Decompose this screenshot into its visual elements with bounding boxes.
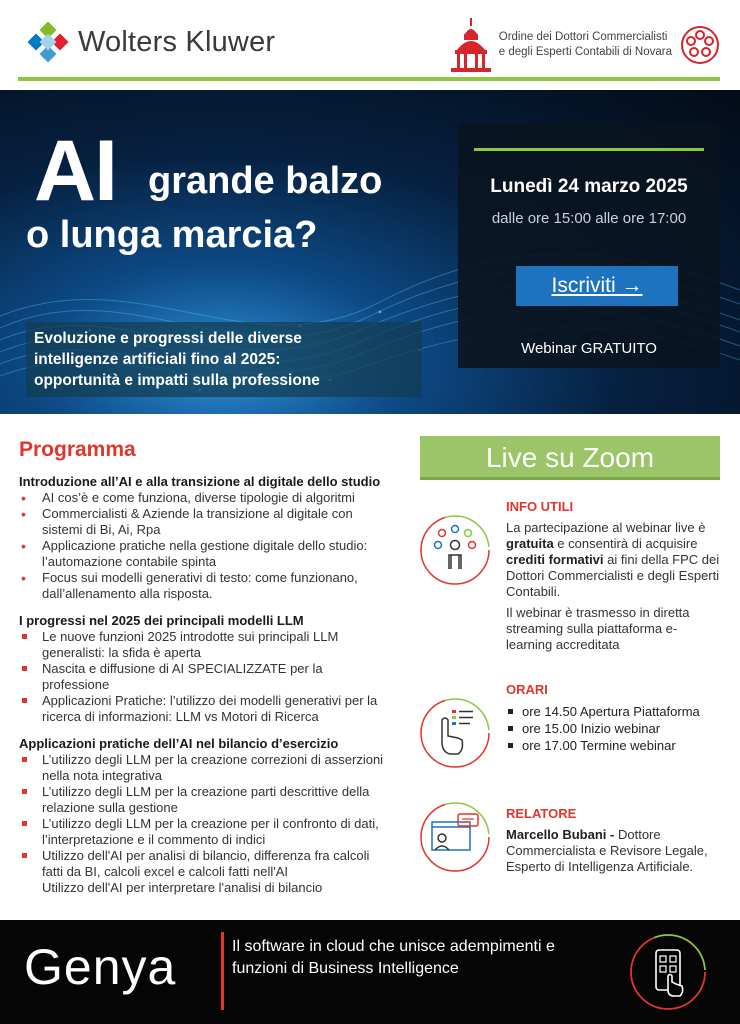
live-on-zoom-banner: Live su Zoom	[420, 436, 720, 480]
relatore-block	[506, 806, 720, 875]
list-item: Utilizzo dell'AI per analisi di bilancio, differenza fra calcoli fatti da BI, calcoli excel e calcoli fatti nell'AI	[19, 848, 391, 880]
brand-name: Wolters Kluwer	[78, 25, 276, 58]
footer-divider	[221, 932, 224, 1010]
odc-novara-logo[interactable]	[449, 16, 720, 74]
event-divider	[474, 148, 704, 151]
section-heading: Introduzione all’AI e alla transizione al digitale dello studio	[19, 474, 381, 489]
footer-tagline: Il software in cloud che unisce adempimenti e funzioni di Business Intelligence	[232, 938, 555, 977]
hero-banner	[0, 90, 740, 414]
list-item: L’utilizzo degli LLM per la creazione correzioni di asserzioni nella nota integrativa	[19, 752, 391, 784]
schedule-item: ore 14.50 Apertura Piattaforma	[506, 703, 720, 720]
network-person-icon	[418, 513, 492, 587]
info-text: La partecipazione al webinar live è	[506, 520, 706, 535]
program-title: Programma	[19, 438, 136, 461]
info-block	[506, 499, 720, 653]
program-section	[19, 613, 391, 725]
header-divider	[18, 77, 720, 81]
info-text: ai fini della FPC dei Dottori Commercialisti e degli Esperti Contabili.	[506, 552, 720, 599]
subtitle-line: intelligenze artificiali fino al 2025:	[34, 351, 281, 368]
info-paragraph	[506, 520, 720, 600]
list-item: L’utilizzo degli LLM per la creazione per il confronto di dati, l’interpretazione e il commento di indici	[19, 816, 391, 848]
event-info-box	[458, 124, 720, 368]
list-item: Applicazioni Pratiche: l’utilizzo dei modelli generativi per la ricerca di informazioni: LLM vs Motori di Ricerca	[19, 693, 391, 725]
list-item: • Commercialisti & Aziende la transizione al digitale con sistemi di Bi, Ai, Rpa	[19, 506, 391, 538]
section-heading: I progressi nel 2025 dei principali modelli LLM	[19, 613, 304, 628]
info-heading: INFO UTILI	[506, 499, 574, 514]
touch-list-icon	[418, 696, 492, 770]
hero-title-ai: AI	[34, 123, 116, 219]
speaker-description: Dottore Commercialista e Revisore Legale, Esperto di Intelligenza Artificiale.	[506, 827, 708, 874]
subtitle-line: Evoluzione e progressi delle diverse	[34, 330, 302, 347]
schedule-item: ore 15.00 Inizio webinar	[506, 720, 720, 737]
hero-subtitle	[26, 322, 422, 397]
list-item: • AI cos’è e come funziona, diverse tipologie di algoritmi	[19, 490, 391, 506]
footer	[0, 920, 740, 1024]
info-paragraph-2: Il webinar è trasmesso in diretta streaming sulla piattaforma e-learning accreditata	[506, 605, 690, 652]
program-section	[19, 736, 391, 896]
wolters-kluwer-mark-icon	[28, 22, 68, 62]
event-date: Lunedì 24 marzo 2025	[490, 176, 688, 197]
list-item: • Focus sui modelli generativi di testo: come funzionano, dall’allenamento alla risposta.	[19, 570, 391, 602]
dome-icon	[449, 16, 493, 74]
subtitle-line: opportunità e impatti sulla professione	[34, 372, 320, 389]
orari-block	[506, 682, 720, 754]
odc-line-2: e degli Esperti Contabili di Novara	[498, 46, 672, 58]
free-webinar-label: Webinar GRATUITO	[521, 340, 657, 357]
relatore-heading: RELATORE	[506, 806, 577, 821]
list-item: • Applicazione pratiche nella gestione digitale dello studio: l’automazione contabile spinta	[19, 538, 391, 570]
odc-name	[499, 30, 672, 60]
register-button[interactable]: Iscriviti →	[516, 266, 678, 306]
wolters-kluwer-logo[interactable]	[28, 22, 275, 62]
list-item: Utilizzo dell'AI per interpretare l'analisi di bilancio	[42, 880, 323, 895]
speaker-presentation-icon	[418, 800, 492, 874]
info-text: e consentirà di acquisire	[553, 536, 698, 551]
relatore-paragraph	[506, 827, 720, 875]
list-item: Le nuove funzioni 2025 introdotte sui principali LLM generalisti: la sfida è aperta	[19, 629, 391, 661]
odc-line-1: Ordine dei Dottori Commercialisti	[498, 31, 668, 43]
schedule-item: ore 17.00 Termine webinar	[506, 737, 720, 754]
genya-logo[interactable]: Genya	[24, 939, 177, 995]
info-emphasis: crediti formativi	[506, 552, 604, 567]
seal-icon	[680, 25, 720, 65]
orari-heading: ORARI	[506, 682, 548, 697]
list-item: L’utilizzo degli LLM per la creazione parti descrittive della relazione sulla gestione	[19, 784, 391, 816]
info-emphasis: gratuita	[506, 536, 554, 551]
speaker-name: Marcello Bubani -	[506, 827, 615, 842]
hero-title-line-1: grande balzo	[148, 160, 383, 202]
hero-title-line-2: o lunga marcia?	[26, 214, 318, 256]
list-item: Nascita e diffusione di AI SPECIALIZZATE per la professione	[19, 661, 391, 693]
program-section	[19, 474, 391, 602]
mobile-touch-icon	[628, 932, 708, 1012]
header	[0, 0, 740, 82]
event-time: dalle ore 15:00 alle ore 17:00	[491, 210, 687, 227]
program-list	[19, 474, 391, 907]
section-heading: Applicazioni pratiche dell’AI nel bilancio d’esercizio	[19, 736, 339, 751]
